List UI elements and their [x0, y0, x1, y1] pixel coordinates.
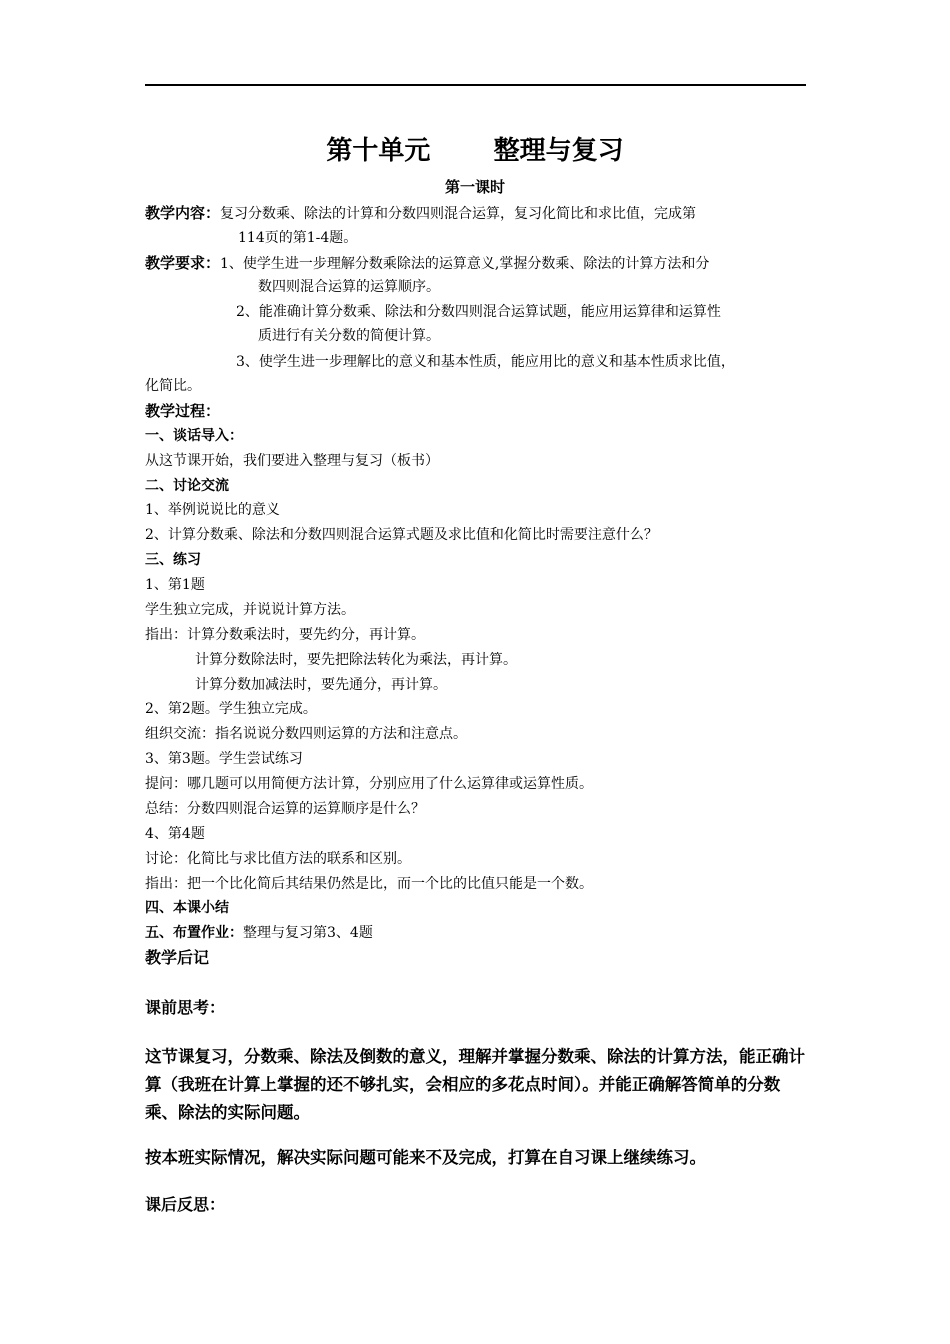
content-line-1	[145, 203, 696, 224]
section-2-item-1: 1、举例说说比的意义	[145, 502, 280, 518]
content-text-1: 复习分数乘、除法的计算和分数四则混合运算，复习化简比和求比值，完成第	[220, 206, 697, 222]
content-line-2: 114页的第1-4题。	[238, 230, 358, 246]
process-label: 教学过程：	[145, 402, 221, 420]
reflection-paragraph-2: 按本班实际情况，解决实际问题可能来不及完成，打算在自习课上继续练习。	[145, 1148, 706, 1167]
practice-2-text: 组织交流：指名说说分数四则运算的方法和注意点。	[145, 726, 467, 742]
practice-4: 4、第4题	[145, 826, 205, 842]
section-3-heading: 三、练习	[145, 552, 201, 568]
requirement-1a: 1、使学生进一步理解分数乘除法的运算意义,掌握分数乘、除法的计算方法和分	[220, 256, 710, 272]
requirement-2b: 质进行有关分数的简便计算。	[258, 328, 440, 344]
reflection-paragraph-1: 这节课复习，分数乘、除法及倒数的意义，理解并掌握分数乘、除法的计算方法，能正确计算（我班在计算上掌握的还不够扎实，会相应的多花点时间）。并能正确解答简单的分数乘、除法的实际问题。	[145, 1047, 805, 1122]
requirements-label: 教学要求：	[145, 254, 221, 272]
practice-1-text-c: 计算分数除法时，要先把除法转化为乘法，再计算。	[195, 652, 517, 668]
practice-1-text-d: 计算分数加减法时，要先通分，再计算。	[195, 677, 447, 693]
section-2-item-2: 2、计算分数乘、除法和分数四则混合运算式题及求比值和化简比时需要注意什么？	[145, 527, 658, 543]
lesson-subtitle: 第一课时	[444, 178, 505, 196]
section-1-text: 从这节课开始，我们要进入整理与复习（板书）	[145, 453, 439, 469]
section-2-heading: 二、讨论交流	[145, 478, 229, 494]
requirements-line-1	[145, 253, 709, 274]
practice-1-text-a: 学生独立完成，并说说计算方法。	[145, 602, 355, 618]
requirement-3a: 3、使学生进一步理解比的意义和基本性质，能应用比的意义和基本性质求比值，	[236, 354, 735, 370]
requirement-1b: 数四则混合运算的运算顺序。	[258, 279, 440, 295]
section-1-heading: 一、谈话导入：	[145, 428, 243, 444]
practice-2: 2、第2题。学生独立完成。	[145, 701, 317, 717]
section-5-line	[145, 923, 373, 943]
page-title: 第十单元 整理与复习	[326, 136, 624, 166]
content-label: 教学内容：	[145, 204, 221, 222]
practice-1: 1、第1题	[145, 577, 205, 593]
practice-4-text-b: 指出：把一个比化简后其结果仍然是比，而一个比的比值只能是一个数。	[145, 876, 593, 892]
after-class-heading: 课后反思：	[145, 1195, 226, 1214]
requirement-2a: 2、能准确计算分数乘、除法和分数四则混合运算试题，能应用运算律和运算性	[236, 304, 721, 320]
practice-1-text-b: 指出：计算分数乘法时，要先约分，再计算。	[145, 627, 425, 643]
practice-3-text-b: 总结：分数四则混合运算的运算顺序是什么？	[145, 801, 425, 817]
section-5-heading: 五、布置作业：	[145, 925, 243, 941]
postscript-label: 教学后记	[145, 948, 210, 967]
header-rule	[145, 84, 806, 86]
requirement-3b: 化简比。	[145, 378, 201, 394]
practice-3-text-a: 提问：哪几题可以用简便方法计算，分别应用了什么运算律或运算性质。	[145, 776, 593, 792]
practice-3: 3、第3题。学生尝试练习	[145, 751, 303, 767]
practice-4-text-a: 讨论：化简比与求比值方法的联系和区别。	[145, 851, 411, 867]
before-class-heading: 课前思考：	[145, 998, 226, 1017]
section-4-heading: 四、本课小结	[145, 900, 229, 916]
section-5-text: 整理与复习第3、4题	[243, 925, 373, 941]
